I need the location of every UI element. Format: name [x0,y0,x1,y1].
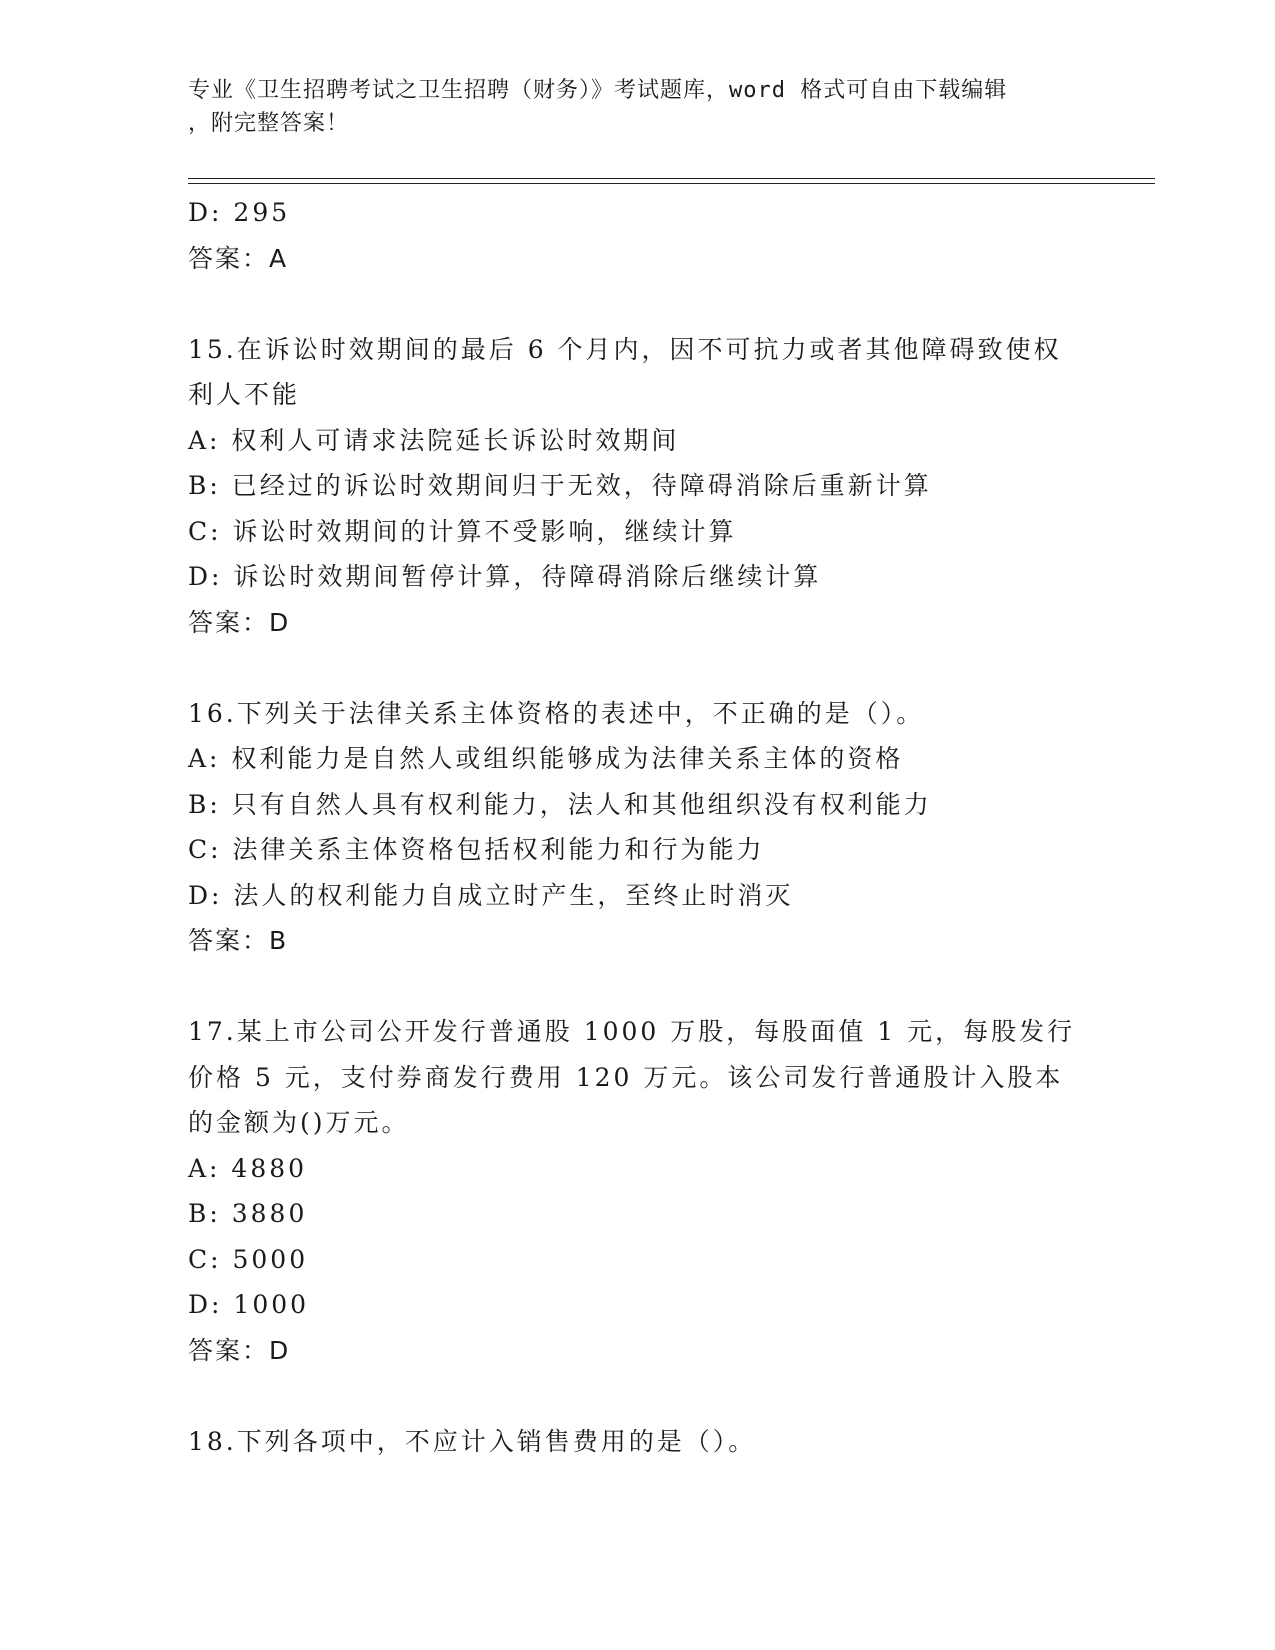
option-c: C: 法律关系主体资格包括权利能力和行为能力 [188,835,765,864]
spacer [188,281,1088,327]
option-a: A: 4880 [188,1153,308,1183]
answer-label: 答案：D [188,607,291,637]
question-stem: 16.下列关于法律关系主体资格的表述中，不正确的是（）。 [188,698,925,728]
question-16 [188,691,1088,964]
question-17 [188,1009,1088,1373]
option-b: B: 已经过的诉讼时效期间归于无效，待障碍消除后重新计算 [188,471,932,500]
option-a: A: 权利人可请求法院延长诉讼时效期间 [188,425,680,455]
question-stem: 18.下列各项中，不应计入销售费用的是（）。 [188,1426,757,1456]
answer-label: 答案：A [188,243,289,273]
option-d: D: 295 [188,198,291,227]
question-list [188,190,1088,1464]
page-header [188,74,1088,140]
option-b: B: 3880 [188,1199,308,1228]
question-stem-line: 价格 5 元，支付券商发行费用 120 万元。该公司发行普通股计入股本 [188,1062,1064,1092]
header-divider-top [188,178,1155,179]
question-14 [188,190,1088,281]
option-c: C: 诉讼时效期间的计算不受影响，继续计算 [188,516,737,546]
question-15 [188,327,1088,646]
question-18 [188,1419,1088,1465]
option-c: C: 5000 [188,1244,309,1274]
option-d: D: 法人的权利能力自成立时产生，至终止时消灭 [188,880,794,910]
question-stem-line: 15.在诉讼时效期间的最后 6 个月内，因不可抗力或者其他障碍致使权 [188,334,1062,364]
spacer [188,645,1088,691]
spacer [188,1373,1088,1419]
question-stem-line: 利人不能 [188,380,301,409]
question-stem-line: 17.某上市公司公开发行普通股 1000 万股，每股面值 1 元，每股发行 [188,1017,1076,1046]
option-d: D: 诉讼时效期间暂停计算，待障碍消除后继续计算 [188,562,822,591]
answer-label: 答案：B [188,926,289,955]
option-b: B: 只有自然人具有权利能力，法人和其他组织没有权利能力 [188,789,932,819]
spacer [188,964,1088,1010]
header-divider-bottom [188,183,1155,184]
header-line-1: 专业《卫生招聘考试之卫生招聘（财务）》考试题库，word 格式可自由下载编辑 [188,78,1008,103]
header-line-2: ，附完整答案！ [188,111,350,136]
answer-label: 答案：D [188,1335,291,1365]
question-stem-line: 的金额为()万元。 [188,1108,410,1137]
option-d: D: 1000 [188,1290,310,1319]
option-a: A: 权利能力是自然人或组织能够成为法律关系主体的资格 [188,744,904,773]
